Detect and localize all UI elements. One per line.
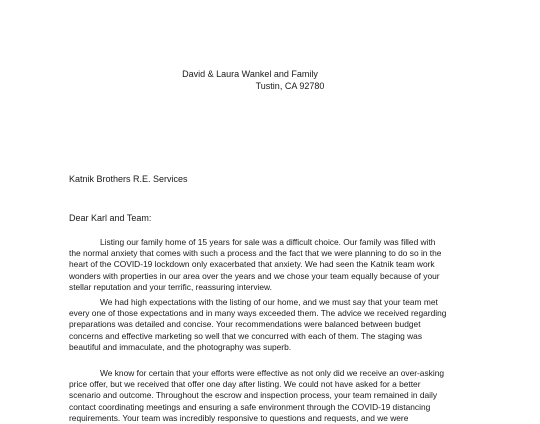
salutation: Dear Karl and Team: [69, 213, 152, 223]
sender-name: David & Laura Wankel and Family [182, 69, 318, 79]
body-paragraph-1: Listing our family home of 15 years for sale was a difficult choice. Our family was filled with the normal anxiety that comes with such a process and the fact that we were planning to do so in the heart of the COVID-19 lockdown only exacerbated that anxiety. We had seen the Katnik team work wonders with properties in our area over the years and we chose your team equally because of your stellar reputation and your terrific, reassuring interview. [69, 237, 442, 292]
sender-address: Tustin, CA 92780 [255, 81, 325, 91]
body-paragraph-2: We had high expectations with the listing of our home, and we must say that your team met every one of those expectations and in many ways exceeded them. The advice we received regarding preparations was detailed and concise. Your recommendations were balanced between budget concerns and effective marketing so well that we concurred with each of them. The staging was beautiful and immaculate, and the photography was superb. [69, 297, 447, 352]
recipient-name: Katnik Brothers R.E. Services [69, 174, 188, 184]
body-paragraph-3: We know for certain that your efforts were effective as not only did we receive an over-asking price offer, but we received that offer one day after listing. We could not have asked for a better scenario and outcome. Throughout the escrow and inspection process, your team remained in daily contact coordinating meetings and ensuring a safe environment through the COVID-19 distancing requirements. Your team was incredibly responsive to questions and requests, and we were [69, 368, 445, 423]
